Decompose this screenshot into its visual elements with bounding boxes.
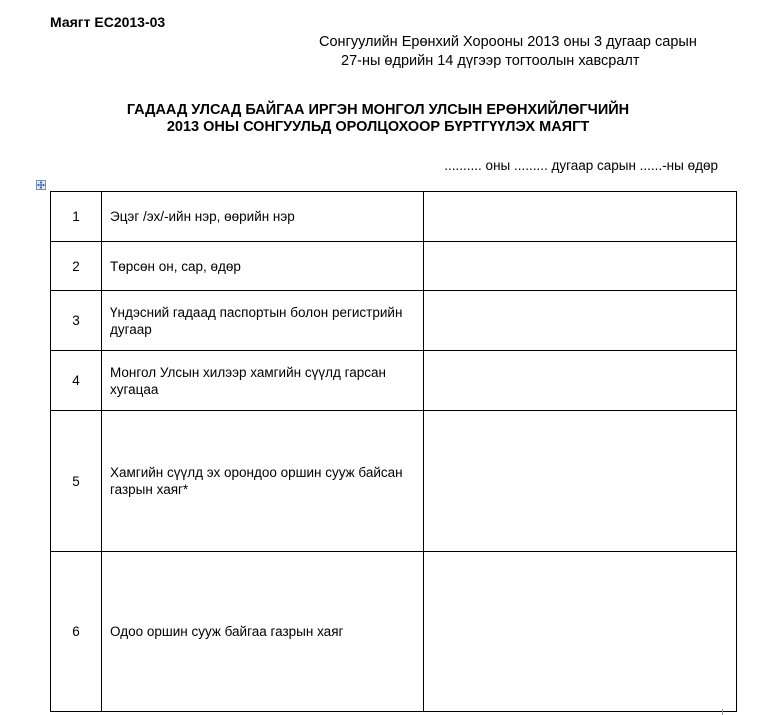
table-row <box>51 552 737 712</box>
row-value-cell[interactable] <box>424 291 737 351</box>
row-value-cell[interactable] <box>424 242 737 291</box>
table-row <box>51 242 737 291</box>
title-line-2: 2013 ОНЫ СОНГУУЛЬД ОРОЛЦОХООР БҮРТГҮҮЛЭХ МАЯГТ <box>166 119 590 135</box>
date-line: .......... оны ......... дугаар сарын ......-ны өдөр <box>444 158 718 173</box>
registration-table <box>50 191 737 712</box>
row-number: 3 <box>51 291 102 351</box>
row-number: 4 <box>51 351 102 411</box>
annex-note <box>310 33 730 71</box>
table-row <box>51 291 737 351</box>
annex-line-1: Сонгуулийн Ерөнхий Хорооны 2013 оны 3 дугаар сарын <box>319 34 697 50</box>
table-move-handle-icon[interactable] <box>36 180 46 190</box>
row-label: Одоо оршин сууж байгаа газрын хаяг <box>102 552 424 712</box>
page-title <box>50 102 706 136</box>
table-row <box>51 192 737 242</box>
row-value-cell[interactable] <box>424 351 737 411</box>
row-number: 5 <box>51 411 102 552</box>
row-label: Хамгийн сүүлд эх орондоо оршин сууж байсан газрын хаяг* <box>102 411 424 552</box>
row-value-cell[interactable] <box>424 192 737 242</box>
row-number: 1 <box>51 192 102 242</box>
row-label: Үндэсний гадаад паспортын болон регистрийн дугаар <box>102 291 424 351</box>
table-row <box>51 351 737 411</box>
row-number: 6 <box>51 552 102 712</box>
row-value-cell[interactable] <box>424 552 737 712</box>
form-code: Маягт ЕС2013-03 <box>50 14 166 30</box>
table-row <box>51 411 737 552</box>
row-label: Төрсөн он, сар, өдөр <box>102 242 424 291</box>
row-number: 2 <box>51 242 102 291</box>
row-label: Эцэг /эх/-ийн нэр, өөрийн нэр <box>102 192 424 242</box>
row-label: Монгол Улсын хилээр хамгийн сүүлд гарсан хугацаа <box>102 351 424 411</box>
annex-line-2: 27-ны өдрийн 14 дүгээр тогтоолын хавсралт <box>341 53 640 69</box>
page-corner-mark <box>722 709 729 715</box>
row-value-cell[interactable] <box>424 411 737 552</box>
title-line-1: ГАДААД УЛСАД БАЙГАА ИРГЭН МОНГОЛ УЛСЫН ЕРӨНХИЙЛӨГЧИЙН <box>126 102 630 118</box>
